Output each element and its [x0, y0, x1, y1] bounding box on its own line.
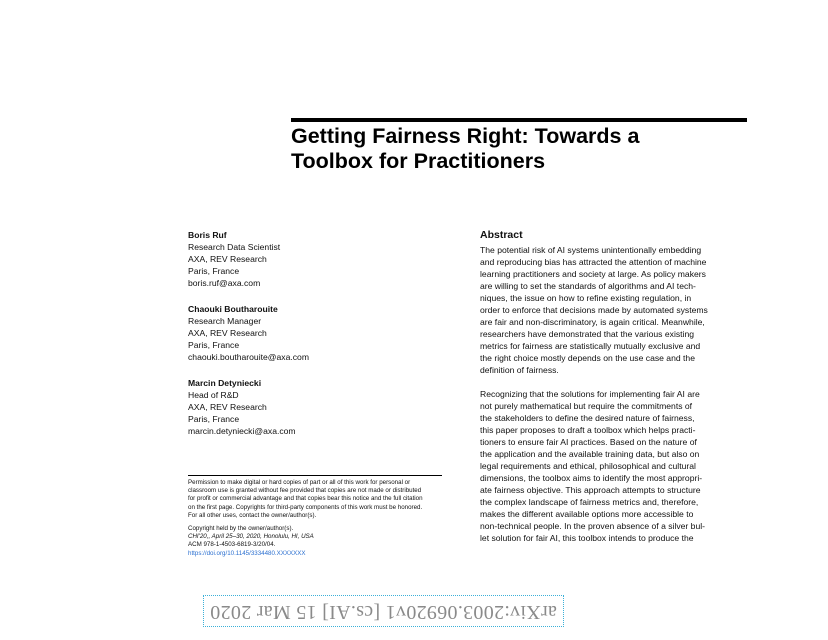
abstract-line: the application and the available training data, but also on: [480, 449, 700, 459]
permission-line: for profit or commercial advantage and that copies bear this notice and the full citation: [188, 495, 423, 503]
abstract-line: Recognizing that the solutions for implementing fair AI are: [480, 389, 700, 399]
abstract-line: this paper proposes to draft a toolbox which helps practi-: [480, 425, 696, 435]
author-role: Head of R&D: [188, 390, 239, 400]
footnote-rule: [188, 475, 442, 476]
abstract-line: legal requirements and ethical, philosophical and cultural: [480, 461, 696, 471]
author-email: boris.ruf@axa.com: [188, 278, 261, 288]
permission-line: For all other uses, contact the owner/author(s).: [188, 511, 317, 519]
abstract-line: niques, the issue on how to refine existing regulation, in: [480, 293, 692, 303]
author-block: [188, 377, 428, 437]
copyright-line: Copyright held by the owner/author(s).: [188, 525, 294, 533]
abstract-paragraph: [480, 388, 748, 544]
venue-line: CHI'20,, April 25–30, 2020, Honolulu, HI, USA: [188, 533, 314, 541]
abstract-line: not purely mathematical but require the commitments of: [480, 401, 693, 411]
abstract-line: tioners to ensure fair AI practices. Based on the nature of: [480, 437, 697, 447]
author-block: [188, 303, 428, 363]
abstract-line: makes the different available options more accessible to: [480, 509, 694, 519]
abstract-line: are willing to set the standards of algorithms and AI tech-: [480, 281, 696, 291]
author-role: Research Data Scientist: [188, 242, 281, 252]
title-rule: [291, 118, 747, 122]
arxiv-identifier: arXiv:2003.06920v1 [cs.AI] 15 Mar 2020: [210, 600, 557, 623]
abstract-line: learning practitioners and society at large. As policy makers: [480, 269, 706, 279]
arxiv-stamp[interactable]: [203, 595, 564, 627]
author-org: AXA, REV Research: [188, 254, 267, 264]
abstract-line: researchers have demonstrated that the various existing: [480, 329, 695, 339]
author-email: chaouki.boutharouite@axa.com: [188, 352, 309, 362]
author-name: Chaouki Boutharouite: [188, 304, 278, 314]
author-email: marcin.detyniecki@axa.com: [188, 426, 296, 436]
permission-line: on the first page. Copyrights for third-party components of this work must be honored.: [188, 503, 423, 511]
title-line: Getting Fairness Right: Towards a: [291, 124, 640, 148]
abstract-paragraph: [480, 244, 748, 376]
abstract-line: non-technical people. In the proven absence of a silver bul-: [480, 521, 706, 531]
author-org: AXA, REV Research: [188, 328, 267, 338]
doi-link[interactable]: https://doi.org/10.1145/3334480.XXXXXXX: [188, 549, 306, 557]
permission-line: Permission to make digital or hard copies of part or all of this work for personal or: [188, 479, 411, 486]
title-line: Toolbox for Practitioners: [291, 149, 546, 173]
paper-title: [291, 124, 747, 174]
author-location: Paris, France: [188, 414, 240, 424]
abstract-line: order to enforce that decisions made by automated systems: [480, 305, 708, 315]
abstract-line: and reproducing bias has attracted the attention of machine: [480, 257, 707, 267]
abstract-line: are fair and non-discriminatory, is again critical. Meanwhile,: [480, 317, 705, 327]
permission-line: classroom use is granted without fee provided that copies are not made or distributed: [188, 487, 422, 495]
abstract-line: definition of fairness.: [480, 365, 559, 375]
author-location: Paris, France: [188, 266, 240, 276]
abstract-line: ate fairness objective. This approach attempts to structure: [480, 485, 701, 495]
abstract-line: The potential risk of AI systems unintentionally embedding: [480, 245, 702, 255]
abstract-line: dimensions, the toolbox aims to identify the most appropri-: [480, 473, 703, 483]
abstract-line: metrics for fairness are statistically mutually exclusive and: [480, 341, 701, 351]
abstract-section: [480, 229, 748, 544]
author-list: [188, 229, 428, 451]
author-name: Boris Ruf: [188, 230, 227, 240]
abstract-line: the right choice mostly depends on the use case and the: [480, 353, 695, 363]
abstract-heading: Abstract: [480, 229, 523, 241]
author-role: Research Manager: [188, 316, 262, 326]
abstract-line: the stakeholders to define the desired nature of fairness,: [480, 413, 695, 423]
abstract-line: the complex landscape of fairness metrics and, therefore,: [480, 497, 699, 507]
abstract-line: let solution for fair AI, this toolbox intends to produce the: [480, 533, 694, 543]
author-location: Paris, France: [188, 340, 240, 350]
author-block: [188, 229, 428, 289]
author-name: Marcin Detyniecki: [188, 378, 262, 388]
copyright-footnote: [188, 479, 444, 558]
author-org: AXA, REV Research: [188, 402, 267, 412]
isbn-line: ACM 978-1-4503-6819-3/20/04.: [188, 541, 276, 549]
